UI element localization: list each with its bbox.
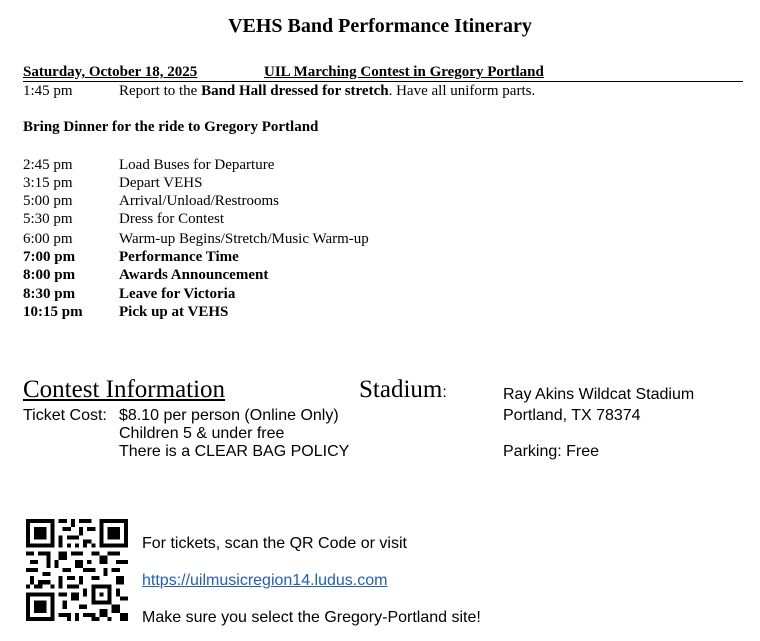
schedule-time: 5:00 pm	[23, 193, 73, 209]
date-header	[23, 64, 743, 82]
event-name: UIL Marching Contest in Gregory Portland	[264, 64, 544, 80]
site-selection-note: Make sure you select the Gregory-Portland site!	[142, 609, 481, 626]
stadium-address: Portland, TX 78374	[503, 407, 641, 424]
schedule-time: 6:00 pm	[23, 231, 73, 247]
schedule-time: 2:45 pm	[23, 157, 73, 173]
schedule-desc: Dress for Contest	[119, 211, 224, 227]
report-text-bold: Band Hall dressed for stretch	[201, 83, 389, 99]
stadium-heading-text: Stadium	[359, 376, 443, 403]
report-text-post: . Have all uniform parts.	[388, 83, 536, 99]
schedule-desc: Load Buses for Departure	[119, 157, 275, 173]
clear-bag-policy: There is a CLEAR BAG POLICY	[119, 443, 350, 460]
schedule-desc: Awards Announcement	[119, 267, 269, 283]
schedule-desc: Leave for Victoria	[119, 286, 236, 302]
ticket-cost-label: Ticket Cost:	[23, 407, 107, 424]
report-text-pre: Report to the	[119, 83, 202, 99]
schedule-desc: Warm-up Begins/Stretch/Music Warm-up	[119, 231, 369, 247]
dinner-note: Bring Dinner for the ride to Gregory Portland	[23, 119, 319, 135]
schedule-desc: Arrival/Unload/Restrooms	[119, 193, 279, 209]
stadium-heading-colon: :	[442, 384, 447, 401]
page-title: VEHS Band Performance Itinerary	[228, 15, 532, 37]
parking-info: Parking: Free	[503, 443, 600, 460]
ticket-instructions: For tickets, scan the QR Code or visit	[142, 535, 407, 552]
schedule-desc: Depart VEHS	[119, 175, 203, 191]
event-date: Saturday, October 18, 2025	[23, 64, 198, 80]
schedule-time: 8:30 pm	[23, 286, 76, 302]
contest-info-heading: Contest Information	[23, 376, 226, 403]
schedule-time: 10:15 pm	[23, 304, 83, 320]
ticket-children: Children 5 & under free	[119, 425, 285, 442]
ticket-price: $8.10 per person (Online Only)	[119, 407, 339, 424]
stadium-name: Ray Akins Wildcat Stadium	[503, 386, 695, 403]
schedule-desc: Pick up at VEHS	[119, 304, 229, 320]
schedule-time: 8:00 pm	[23, 267, 76, 283]
schedule-time: 3:15 pm	[23, 175, 73, 191]
ticket-url-link[interactable]: https://uilmusicregion14.ludus.com	[142, 572, 388, 589]
schedule-desc	[119, 82, 535, 100]
schedule-time: 1:45 pm	[23, 83, 73, 99]
qr-code-icon[interactable]	[26, 519, 128, 621]
schedule-time: 5:30 pm	[23, 211, 73, 227]
stadium-heading	[359, 376, 447, 404]
schedule-time: 7:00 pm	[23, 249, 76, 265]
schedule-desc: Performance Time	[119, 249, 239, 265]
